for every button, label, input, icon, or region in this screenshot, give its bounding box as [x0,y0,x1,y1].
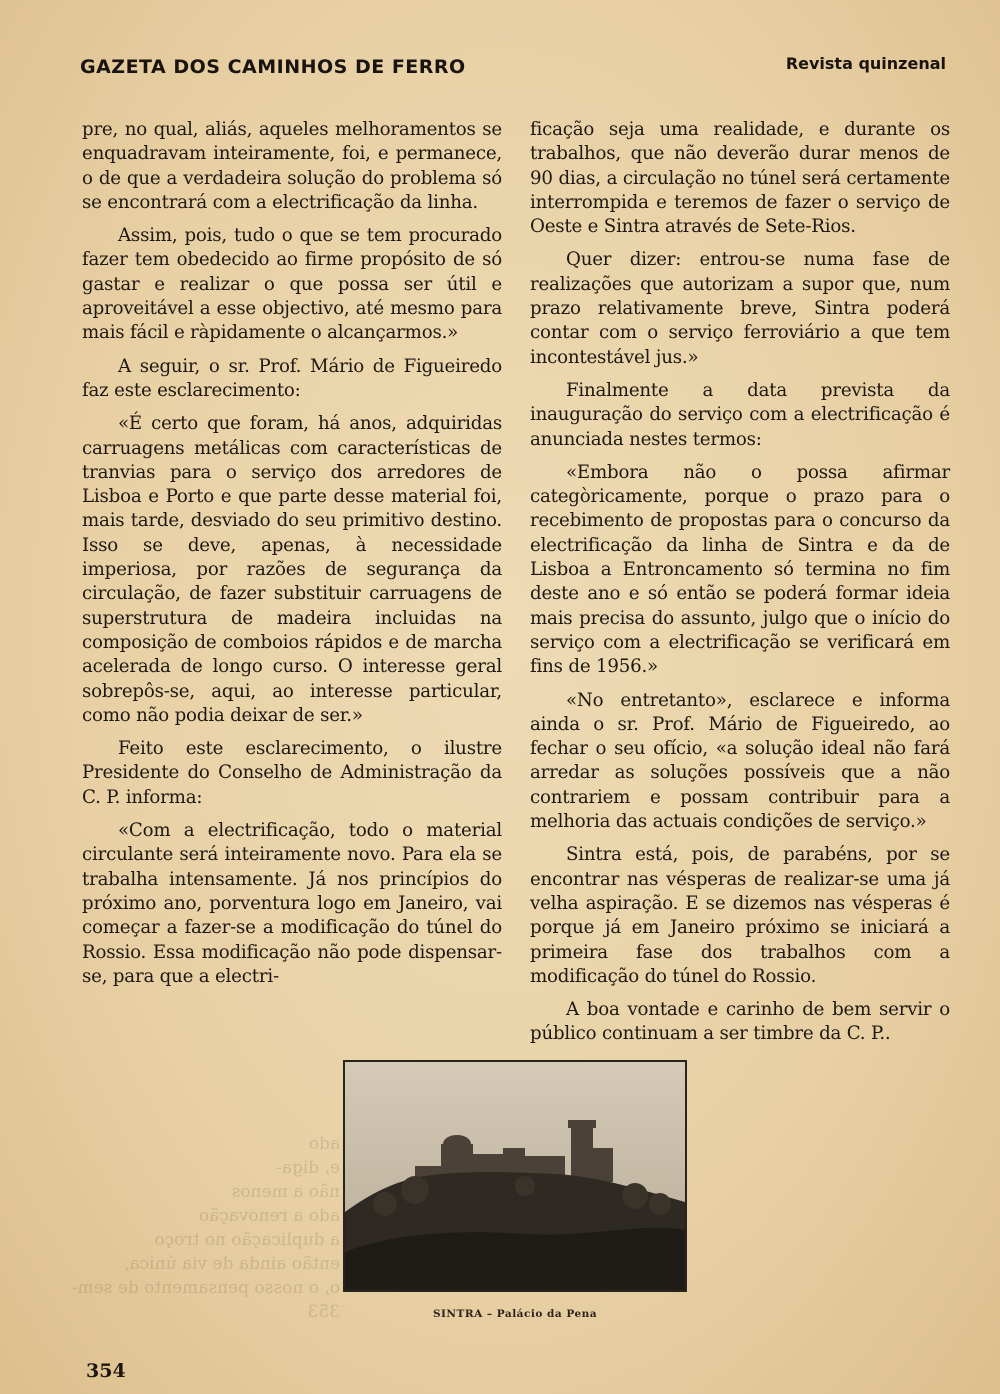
page-number: 354 [86,1360,126,1382]
bleed-line: o, o nosso pensamento de sem- [71,1278,340,1298]
left-column [82,118,502,998]
bleed-through-text [60,1132,340,1324]
bleed-line: não a menos [231,1182,340,1202]
palace-photo [343,1060,687,1292]
bleed-line: então ainda de via única, [124,1254,340,1274]
bleed-line: ado [308,1134,340,1154]
bleed-line: e, diga- [276,1158,340,1178]
palace-photo-drawing [345,1062,685,1290]
journal-subtitle: Revista quinzenal [785,54,946,73]
paragraph: «Embora não o possa afirmar categòricamente, porque o prazo para o recebimento de propostas para o concurso da electrificação da linha de Sintra e da de Lisboa a Entroncamento só termina no fim deste ano e só então se poderá formar ideia mais precisa do assunto, julgo que o início do serviço com a electrificação se verificará em fins de 1956.» [530,461,950,678]
paragraph: Assim, pois, tudo o que se tem procurado fazer tem obedecido ao firme propósito de só gastar e realizar o que possa ser útil e aproveitável a esse objectivo, até mesmo para mais fácil e ràpidamente o alcançarmos.» [82,225,502,344]
paragraph: A boa vontade e carinho de bem servir o público continuam a ser timbre da C. P.. [530,999,950,1045]
paragraph: «Com a electrificação, todo o material circulante será inteiramente novo. Para ela se trabalha intensamente. Já nos princípios do próximo ano, porventura logo em Janeiro, vai começar a fazer-se a modificação do túnel do Rossio. Essa modificação não pode dispensar-se, para que a electri- [82,820,502,987]
paragraph: pre, no qual, aliás, aqueles melhoramentos se enquadravam inteiramente, foi, e permanece, o de que a verdadeira solução do problema só se encontrará com a electrificação da linha. [82,119,502,213]
paragraph: «No entretanto», esclarece e informa ainda o sr. Prof. Mário de Figueiredo, ao fechar o seu ofício, «a solução ideal não fará arredar as soluções possíveis que a não contrariem e possam contribuir para a melhoria das actuais condições de serviço.» [530,689,950,833]
journal-title: GAZETA DOS CAMINHOS DE FERRO [80,56,466,78]
bleed-line: a duplicação no troço [154,1230,340,1250]
paragraph: «É certo que foram, há anos, adquiridas carruagens metálicas com características de tranvias para o serviço dos arredores de Lisboa e Porto e que parte desse material foi, mais tarde, desviado do seu primitivo destino. Isso se deve, apenas, à necessidade imperiosa, por razões de segurança da circulação, de fazer substituir carruagens de superstrutura de madeira incluidas na composição de comboios rápidos e de marcha acelerada de longo curso. O interesse geral sobrepôs-se, aqui, ao interesse particular, como não podia deixar de ser.» [82,413,502,726]
bleed-line: 353 [307,1302,340,1322]
paragraph: Feito este esclarecimento, o ilustre Presidente do Conselho de Administração da C. P. informa: [82,738,502,808]
paragraph: A seguir, o sr. Prof. Mário de Figueiredo faz este esclarecimento: [82,355,502,401]
paragraph: ficação seja uma realidade, e durante os trabalhos, que não deverão durar menos de 90 dias, a circulação no túnel será certamente interrompida e teremos de fazer o serviço de Oeste e Sintra através de Sete-Rios. [530,119,950,238]
paragraph: Quer dizer: entrou-se numa fase de realizações que autorizam a supor que, num prazo relativamente breve, Sintra poderá contar com o serviço ferroviário a que tem incontestável jus.» [530,249,950,368]
bleed-line: ado a renovação [198,1206,340,1226]
paragraph: Finalmente a data prevista da inauguração do serviço com a electrificação é anunciada nestes termos: [530,379,950,450]
figure-caption: SINTRA – Palácio da Pena [432,1308,598,1320]
paragraph: Sintra está, pois, de parabéns, por se encontrar nas vésperas de realizar-se uma já velha aspiração. E se dizemos nas vésperas é porque já em Janeiro próximo se iniciará a primeira fase dos trabalhos com a modificação do túnel do Rossio. [530,844,950,987]
right-column [530,118,950,1056]
